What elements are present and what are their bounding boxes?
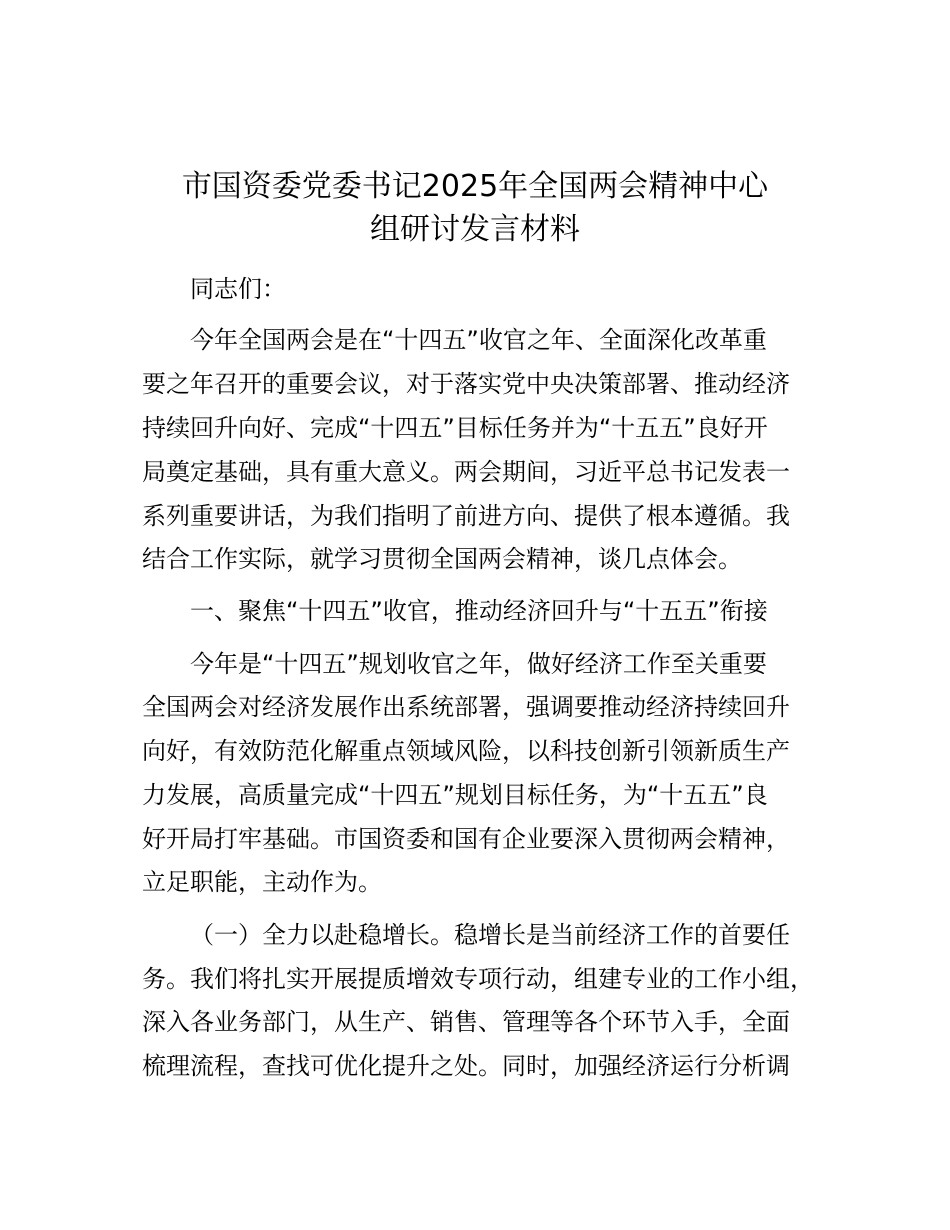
paragraph-line: 力发展，高质量完成“十四五”规划目标任务，为“十五五”良 [142,781,768,809]
paragraph-line: 结合工作实际，就学习贯彻全国两会精神，谈几点体会。 [142,545,742,573]
document-title-line-1: 市国资委党委书记2025年全国两会精神中心 [181,169,769,204]
paragraph-line: 好开局打牢基础。市国资委和国有企业要深入贯彻两会精神， [142,825,790,853]
paragraph-line: 全国两会对经济发展作出系统部署，强调要推动经济持续回升 [142,693,790,721]
paragraph-line: 立足职能，主动作为。 [142,868,382,896]
paragraph-line: （一）全力以赴稳增长。稳增长是当前经济工作的首要任 [190,921,790,949]
paragraph-line: 持续回升向好、完成“十四五”目标任务并为“十五五”良好开 [142,414,768,442]
paragraph-line: 深入各业务部门，从生产、销售、管理等各个环节入手，全面 [142,1008,790,1036]
salutation: 同志们： [190,275,286,303]
paragraph-line: 局奠定基础，具有重大意义。两会期间，习近平总书记发表一 [142,458,790,486]
paragraph-line: 今年是“十四五”规划收官之年，做好经济工作至关重要 [190,650,767,678]
paragraph-line: 要之年召开的重要会议，对于落实党中央决策部署、推动经济 [142,370,790,398]
paragraph-line: 梳理流程，查找可优化提升之处。同时，加强经济运行分析调 [142,1052,790,1080]
paragraph-line: 务。我们将扎实开展提质增效专项行动，组建专业的工作小组， [142,965,814,993]
paragraph-line: 向好，有效防范化解重点领域风险，以科技创新引领新质生产 [142,737,790,765]
paragraph-line: 今年全国两会是在“十四五”收官之年、全面深化改革重 [190,326,767,354]
document-title-line-2: 组研讨发言材料 [370,212,580,247]
paragraph-line: 系列重要讲话，为我们指明了前进方向、提供了根本遵循。我 [142,502,790,530]
section-heading: 一、聚焦“十四五”收官，推动经济回升与“十五五”衔接 [190,597,768,625]
